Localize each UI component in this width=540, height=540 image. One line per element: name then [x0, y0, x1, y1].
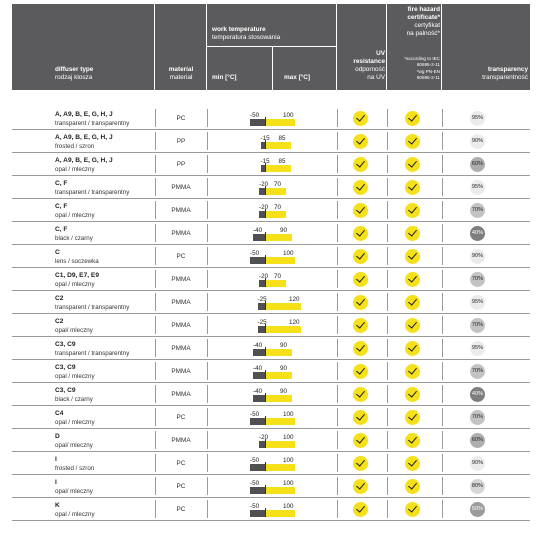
temperature-max-label: 100 [283, 434, 294, 441]
temperature-max-label: 70 [274, 204, 282, 211]
fire-check-icon [405, 157, 420, 172]
temperature-range-bar [12, 135, 530, 149]
temperature-min-label: -20 [259, 434, 269, 441]
diffuser-type-desc: opal / mleczny [55, 166, 95, 173]
diffuser-type-desc: transparent / transparentny [55, 304, 130, 311]
temperature-max-bar [265, 142, 291, 149]
uv-check-icon [353, 272, 368, 287]
uv-check-icon [353, 111, 368, 126]
table-row [12, 199, 530, 222]
temperature-range-bar [12, 342, 530, 356]
header-fire-pl2: na palność* [406, 30, 440, 37]
temperature-zero-axis [265, 117, 266, 126]
transparency-badge: 70% [470, 364, 485, 379]
row-divider [12, 520, 530, 521]
temperature-max-bar [265, 188, 286, 195]
transparency-badge: 90% [470, 134, 485, 149]
temperature-max-label: 120 [289, 319, 300, 326]
transparency-badge: 95% [470, 295, 485, 310]
fire-check-icon [405, 203, 420, 218]
uv-check-icon [353, 295, 368, 310]
transparency-badge: 90% [470, 456, 485, 471]
temperature-min-bar [250, 487, 265, 494]
temperature-min-bar [250, 510, 265, 517]
diffuser-type-desc: opal / mleczny [55, 511, 95, 518]
uv-check-icon [353, 318, 368, 333]
temperature-zero-axis [265, 232, 266, 241]
fire-check-icon [405, 295, 420, 310]
material-value: PC [176, 506, 186, 513]
material-value: PMMA [171, 437, 191, 444]
diffuser-type-name: I [55, 479, 57, 486]
uv-check-icon [353, 456, 368, 471]
header-diffuser-type [12, 4, 155, 90]
temperature-min-label: -20 [259, 204, 269, 211]
header-fire-hazard [387, 4, 442, 90]
temperature-min-label: -40 [253, 365, 263, 372]
table-row [12, 314, 530, 337]
header-uv-en1: UV [376, 50, 385, 57]
temperature-max-bar [265, 257, 295, 264]
fire-check-icon [405, 341, 420, 356]
material-value: PP [176, 161, 186, 168]
diffuser-type-desc: transparent / transparentny [55, 350, 130, 357]
temperature-max-label: 100 [283, 457, 294, 464]
transparency-badge: 90% [470, 249, 485, 264]
material-value: PC [176, 460, 186, 467]
temperature-range-bar [12, 227, 530, 241]
uv-check-icon [353, 410, 368, 425]
fire-check-icon [405, 364, 420, 379]
temperature-max-bar [265, 326, 301, 333]
temperature-max-label: 100 [283, 411, 294, 418]
table-row [12, 245, 530, 268]
temperature-min-bar [250, 257, 265, 264]
header-transp-pl: transparentność [482, 74, 528, 81]
diffuser-type-name: C, F [55, 203, 68, 210]
diffuser-type-name: A, A9, B, E, G, H, J [55, 134, 113, 141]
diffuser-type-desc: transparent / transparentny [55, 120, 130, 127]
diffuser-type-name: C2 [55, 318, 64, 325]
temperature-min-label: -40 [253, 342, 263, 349]
diffuser-type-desc: opal / mleczny [55, 281, 95, 288]
temperature-zero-axis [265, 370, 266, 379]
temperature-max-label: 90 [280, 342, 288, 349]
table-row [12, 291, 530, 314]
temperature-zero-axis [265, 255, 266, 264]
transparency-badge: 50% [470, 502, 485, 517]
header-uv-pl2: na UV [367, 74, 385, 81]
temperature-min-label: -50 [250, 480, 260, 487]
temperature-max-label: 70 [274, 273, 282, 280]
diffuser-type-name: C3, C9 [55, 341, 76, 348]
temperature-max-bar [265, 487, 295, 494]
temperature-min-label: -40 [253, 388, 263, 395]
temperature-min-label: -50 [250, 457, 260, 464]
diffuser-type-desc: opal / mleczny [55, 419, 95, 426]
temperature-max-label: 85 [278, 158, 286, 165]
fire-check-icon [405, 272, 420, 287]
material-value: PC [176, 115, 186, 122]
temperature-max-label: 90 [280, 227, 288, 234]
header-fire-note1: *according to IEC [404, 56, 440, 61]
table-row [12, 406, 530, 429]
temperature-min-bar [253, 372, 265, 379]
temperature-zero-axis [265, 508, 266, 517]
temperature-range-bar [12, 434, 530, 448]
material-value: PMMA [171, 345, 191, 352]
temperature-min-bar [250, 119, 265, 126]
table-row [12, 360, 530, 383]
table-row [12, 452, 530, 475]
temperature-range-bar [12, 204, 530, 218]
diffuser-type-desc: lens / soczewka [55, 258, 99, 265]
temperature-range-bar [12, 250, 530, 264]
temperature-min-bar [258, 326, 266, 333]
diffuser-type-name: D [55, 433, 60, 440]
uv-check-icon [353, 387, 368, 402]
diffuser-type-name: C, F [55, 180, 68, 187]
fire-check-icon [405, 502, 420, 517]
diffuser-type-desc: opal / mleczny [55, 212, 95, 219]
fire-check-icon [405, 111, 420, 126]
transparency-badge: 60% [470, 157, 485, 172]
table-row [12, 429, 530, 452]
temperature-max-bar [265, 441, 295, 448]
temperature-max-label: 90 [280, 365, 288, 372]
material-value: PMMA [171, 368, 191, 375]
fire-check-icon [405, 226, 420, 241]
material-value: PMMA [171, 299, 191, 306]
material-value: PMMA [171, 391, 191, 398]
header-max: max [°C] [284, 74, 310, 81]
temperature-max-bar [265, 211, 286, 218]
transparency-badge: 60% [470, 433, 485, 448]
material-value: PP [176, 138, 186, 145]
header-fire-en1: fire hazard [407, 6, 440, 13]
diffuser-type-name: A, A9, B, E, G, H, J [55, 157, 113, 164]
diffuser-type-name: C3, C9 [55, 364, 76, 371]
diffuser-type-name: C3, C9 [55, 387, 76, 394]
temperature-zero-axis [265, 393, 266, 402]
fire-check-icon [405, 134, 420, 149]
temperature-max-label: 100 [283, 480, 294, 487]
temperature-max-bar [265, 510, 295, 517]
diffuser-type-desc: black / czarny [55, 396, 93, 403]
header-fire-note4: 60695-2-11 [416, 75, 440, 80]
diffuser-type-name: A, A9, B, E, G, H, J [55, 111, 113, 118]
temperature-max-bar [265, 165, 291, 172]
table-row [12, 498, 530, 521]
fire-check-icon [405, 180, 420, 195]
temperature-min-label: -40 [253, 227, 263, 234]
temperature-max-bar [265, 280, 286, 287]
temperature-min-label: -15 [260, 135, 270, 142]
table-row [12, 337, 530, 360]
header-uv-resistance [337, 4, 387, 90]
header-uv-pl1: odporność [355, 66, 385, 73]
transparency-badge: 70% [470, 410, 485, 425]
table-row [12, 130, 530, 153]
header-material [155, 4, 207, 90]
material-value: PMMA [171, 207, 191, 214]
uv-check-icon [353, 479, 368, 494]
temperature-max-label: 85 [278, 135, 286, 142]
transparency-badge: 70% [470, 203, 485, 218]
table-row [12, 107, 530, 130]
temperature-zero-axis [265, 485, 266, 494]
header-work-temp-pl: temperatura stosowania [212, 34, 281, 41]
temperature-range-bar [12, 480, 530, 494]
diffuser-type-name: C4 [55, 410, 64, 417]
diffuser-type-desc: opal/ mleczny [55, 488, 93, 495]
header-fire-note2: 60695-2-11 [416, 62, 440, 67]
temperature-min-label: -50 [250, 250, 260, 257]
transparency-badge: 40% [470, 387, 485, 402]
temperature-max-bar [265, 349, 292, 356]
temperature-min-label: -50 [250, 112, 260, 119]
temperature-zero-axis [265, 416, 266, 425]
temperature-max-bar [265, 372, 292, 379]
temperature-min-bar [258, 303, 266, 310]
header-work-temp-en: work temperature [212, 26, 266, 33]
diffuser-type-desc: black / czarny [55, 235, 93, 242]
material-value: PMMA [171, 276, 191, 283]
table-row [12, 153, 530, 176]
uv-check-icon [353, 157, 368, 172]
uv-check-icon [353, 433, 368, 448]
diffuser-type-desc: opal/ mleczny [55, 442, 93, 449]
transparency-badge: 40% [470, 226, 485, 241]
diffuser-type-desc: frosted / szron [55, 465, 95, 472]
temperature-range-bar [12, 112, 530, 126]
header-material-en: material [168, 66, 194, 73]
diffuser-type-name: C [55, 249, 60, 256]
temperature-min-label: -25 [257, 319, 267, 326]
material-value: PMMA [171, 322, 191, 329]
header-work-temperature [207, 4, 337, 90]
transparency-badge: 80% [470, 479, 485, 494]
table-row [12, 383, 530, 406]
transparency-badge: 95% [470, 180, 485, 195]
temperature-max-bar [265, 234, 292, 241]
uv-check-icon [353, 134, 368, 149]
header-fire-note3: *wg PN-EN [416, 69, 440, 74]
diffuser-type-name: C, F [55, 226, 68, 233]
temperature-max-bar [265, 119, 295, 126]
diffuser-type-name: C2 [55, 295, 64, 302]
temperature-max-bar [265, 464, 295, 471]
uv-check-icon [353, 341, 368, 356]
temperature-min-bar [253, 349, 265, 356]
temperature-min-label: -15 [260, 158, 270, 165]
uv-check-icon [353, 502, 368, 517]
transparency-badge: 95% [470, 341, 485, 356]
diffuser-type-desc: transparent / transparentny [55, 189, 130, 196]
temperature-min-bar [250, 418, 265, 425]
uv-check-icon [353, 226, 368, 241]
temperature-min-bar [250, 464, 265, 471]
diffuser-type-name: I [55, 456, 57, 463]
temperature-range-bar [12, 411, 530, 425]
header-uv-en2: resistance [353, 58, 385, 65]
fire-check-icon [405, 410, 420, 425]
table-row [12, 176, 530, 199]
temperature-range-bar [12, 388, 530, 402]
material-value: PC [176, 414, 186, 421]
temperature-max-bar [265, 303, 301, 310]
temperature-max-label: 70 [274, 181, 282, 188]
temperature-min-bar [253, 395, 265, 402]
table-header [12, 4, 530, 90]
diffuser-type-name: K [55, 502, 60, 509]
material-value: PC [176, 483, 186, 490]
temperature-range-bar [12, 181, 530, 195]
temperature-min-label: -50 [250, 411, 260, 418]
uv-check-icon [353, 203, 368, 218]
temperature-min-bar [253, 234, 265, 241]
temperature-max-label: 100 [283, 503, 294, 510]
header-transp-en: transparency [487, 66, 528, 73]
diffuser-type-desc: opal / mleczny [55, 373, 95, 380]
fire-check-icon [405, 479, 420, 494]
temperature-range-bar [12, 457, 530, 471]
fire-check-icon [405, 456, 420, 471]
temperature-min-label: -20 [259, 273, 269, 280]
temperature-max-bar [265, 418, 295, 425]
header-fire-pl1: certyfikat [414, 22, 440, 29]
temperature-zero-axis [265, 347, 266, 356]
temperature-range-bar [12, 273, 530, 287]
header-min: min [°C] [212, 74, 237, 81]
temperature-range-bar [12, 503, 530, 517]
header-diffuser-type-pl: rodzaj klosza [55, 74, 93, 81]
fire-check-icon [405, 249, 420, 264]
table-row [12, 222, 530, 245]
table-row [12, 268, 530, 291]
temperature-range-bar [12, 319, 530, 333]
temperature-max-label: 100 [283, 250, 294, 257]
diffuser-type-desc: opal/ mleczny [55, 327, 93, 334]
temperature-max-label: 120 [289, 296, 300, 303]
transparency-badge: 70% [470, 318, 485, 333]
temperature-max-label: 100 [283, 112, 294, 119]
header-fire-en2: certificate* [407, 14, 440, 21]
material-value: PC [176, 253, 186, 260]
material-value: PMMA [171, 230, 191, 237]
temperature-range-bar [12, 365, 530, 379]
temperature-range-bar [12, 296, 530, 310]
header-material-pl: materiał [169, 74, 193, 81]
table-row [12, 475, 530, 498]
diffuser-type-desc: frosted / szron [55, 143, 95, 150]
header-diffuser-type-en: diffuser type [55, 66, 94, 73]
uv-check-icon [353, 249, 368, 264]
temperature-zero-axis [265, 462, 266, 471]
uv-check-icon [353, 364, 368, 379]
header-transparency [442, 4, 530, 90]
material-value: PMMA [171, 184, 191, 191]
uv-check-icon [353, 180, 368, 195]
temperature-min-label: -50 [250, 503, 260, 510]
temperature-range-bar [12, 158, 530, 172]
temperature-max-label: 90 [280, 388, 288, 395]
fire-check-icon [405, 318, 420, 333]
diffuser-type-name: C1, D9, E7, E9 [55, 272, 99, 279]
fire-check-icon [405, 387, 420, 402]
temperature-max-bar [265, 395, 292, 402]
fire-check-icon [405, 433, 420, 448]
temperature-min-label: -25 [257, 296, 267, 303]
transparency-badge: 70% [470, 272, 485, 287]
temperature-min-label: -20 [259, 181, 269, 188]
transparency-badge: 95% [470, 111, 485, 126]
